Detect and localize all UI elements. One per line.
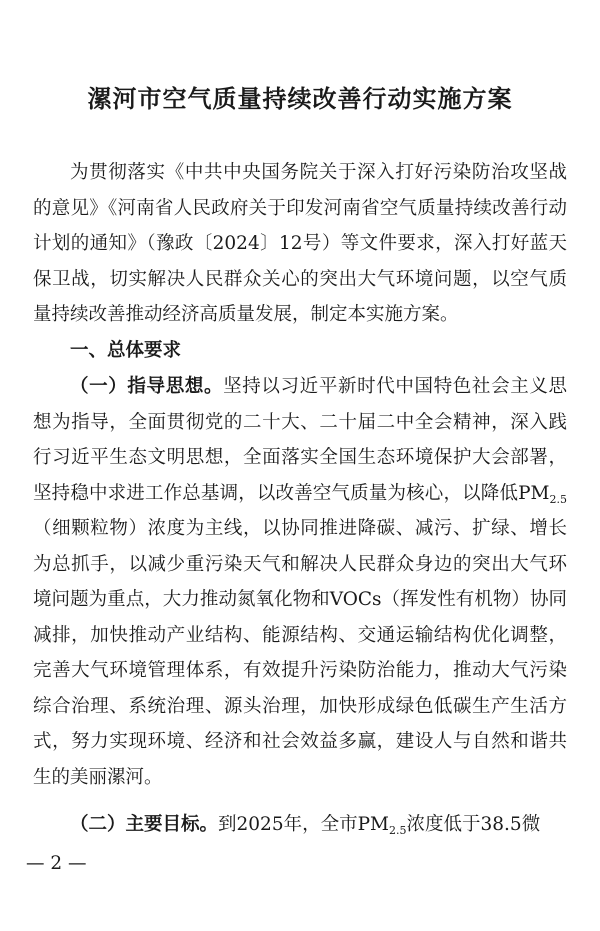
main-goals-paragraph — [33, 807, 567, 843]
main-goals-text-2: 浓度低于38.5微 — [406, 814, 541, 835]
guiding-ideology-paragraph — [33, 369, 567, 795]
intro-paragraph: 为贯彻落实《中共中央国务院关于深入打好污染防治攻坚战的意见》《河南省人民政府关于印发河南省空气质量持续改善行动计划的通知》（豫政〔2024〕12号）等文件要求，深入打好蓝天保卫战，切实解决人民群众关心的突出大气环境问题，以空气质量持续改善推动经济高质量发展，制定本实施方案。 — [33, 162, 567, 325]
page-number: — 2 — — [26, 853, 87, 874]
main-goals-text-1: 到2025年，全市PM — [218, 814, 389, 835]
pm-subscript: 2.5 — [389, 824, 407, 837]
pm-subscript: 2.5 — [549, 492, 567, 506]
section-heading-general-requirements: 一、总体要求 — [70, 340, 182, 361]
guiding-ideology-lead: （一）指导思想。 — [70, 376, 224, 397]
guiding-ideology-text-2: （细颗粒物）浓度为主线，以协同推进降碳、减污、扩绿、增长为总抓手，以减少重污染天气和解决人民群众身边的突出大气环境问题为重点，大力推动氮氧化物和VOCs（挥发性有机物）协同减排，加快推动产业结构、能源结构、交通运输结构优化调整，完善大气环境管理体系，有效提升污染防治能力，推动大气污染综合治理、系统治理、源头治理，加快形成绿色低碳生产生活方式，努力实现环境、经济和社会效益多赢，建设人与自然和谐共生的美丽漯河。 — [33, 518, 567, 788]
document-title: 漯河市空气质量持续改善行动实施方案 — [87, 84, 513, 113]
guiding-ideology-text-1: 坚持以习近平新时代中国特色社会主义思想为指导，全面贯彻党的二十大、二十届二中全会精神，深入践行习近平生态文明思想，全面落实全国生态环境保护大会部署，坚持稳中求进工作总基调，以改善空气质量为核心，以降低PM — [33, 376, 567, 504]
main-goals-lead: （二）主要目标。 — [70, 814, 219, 835]
